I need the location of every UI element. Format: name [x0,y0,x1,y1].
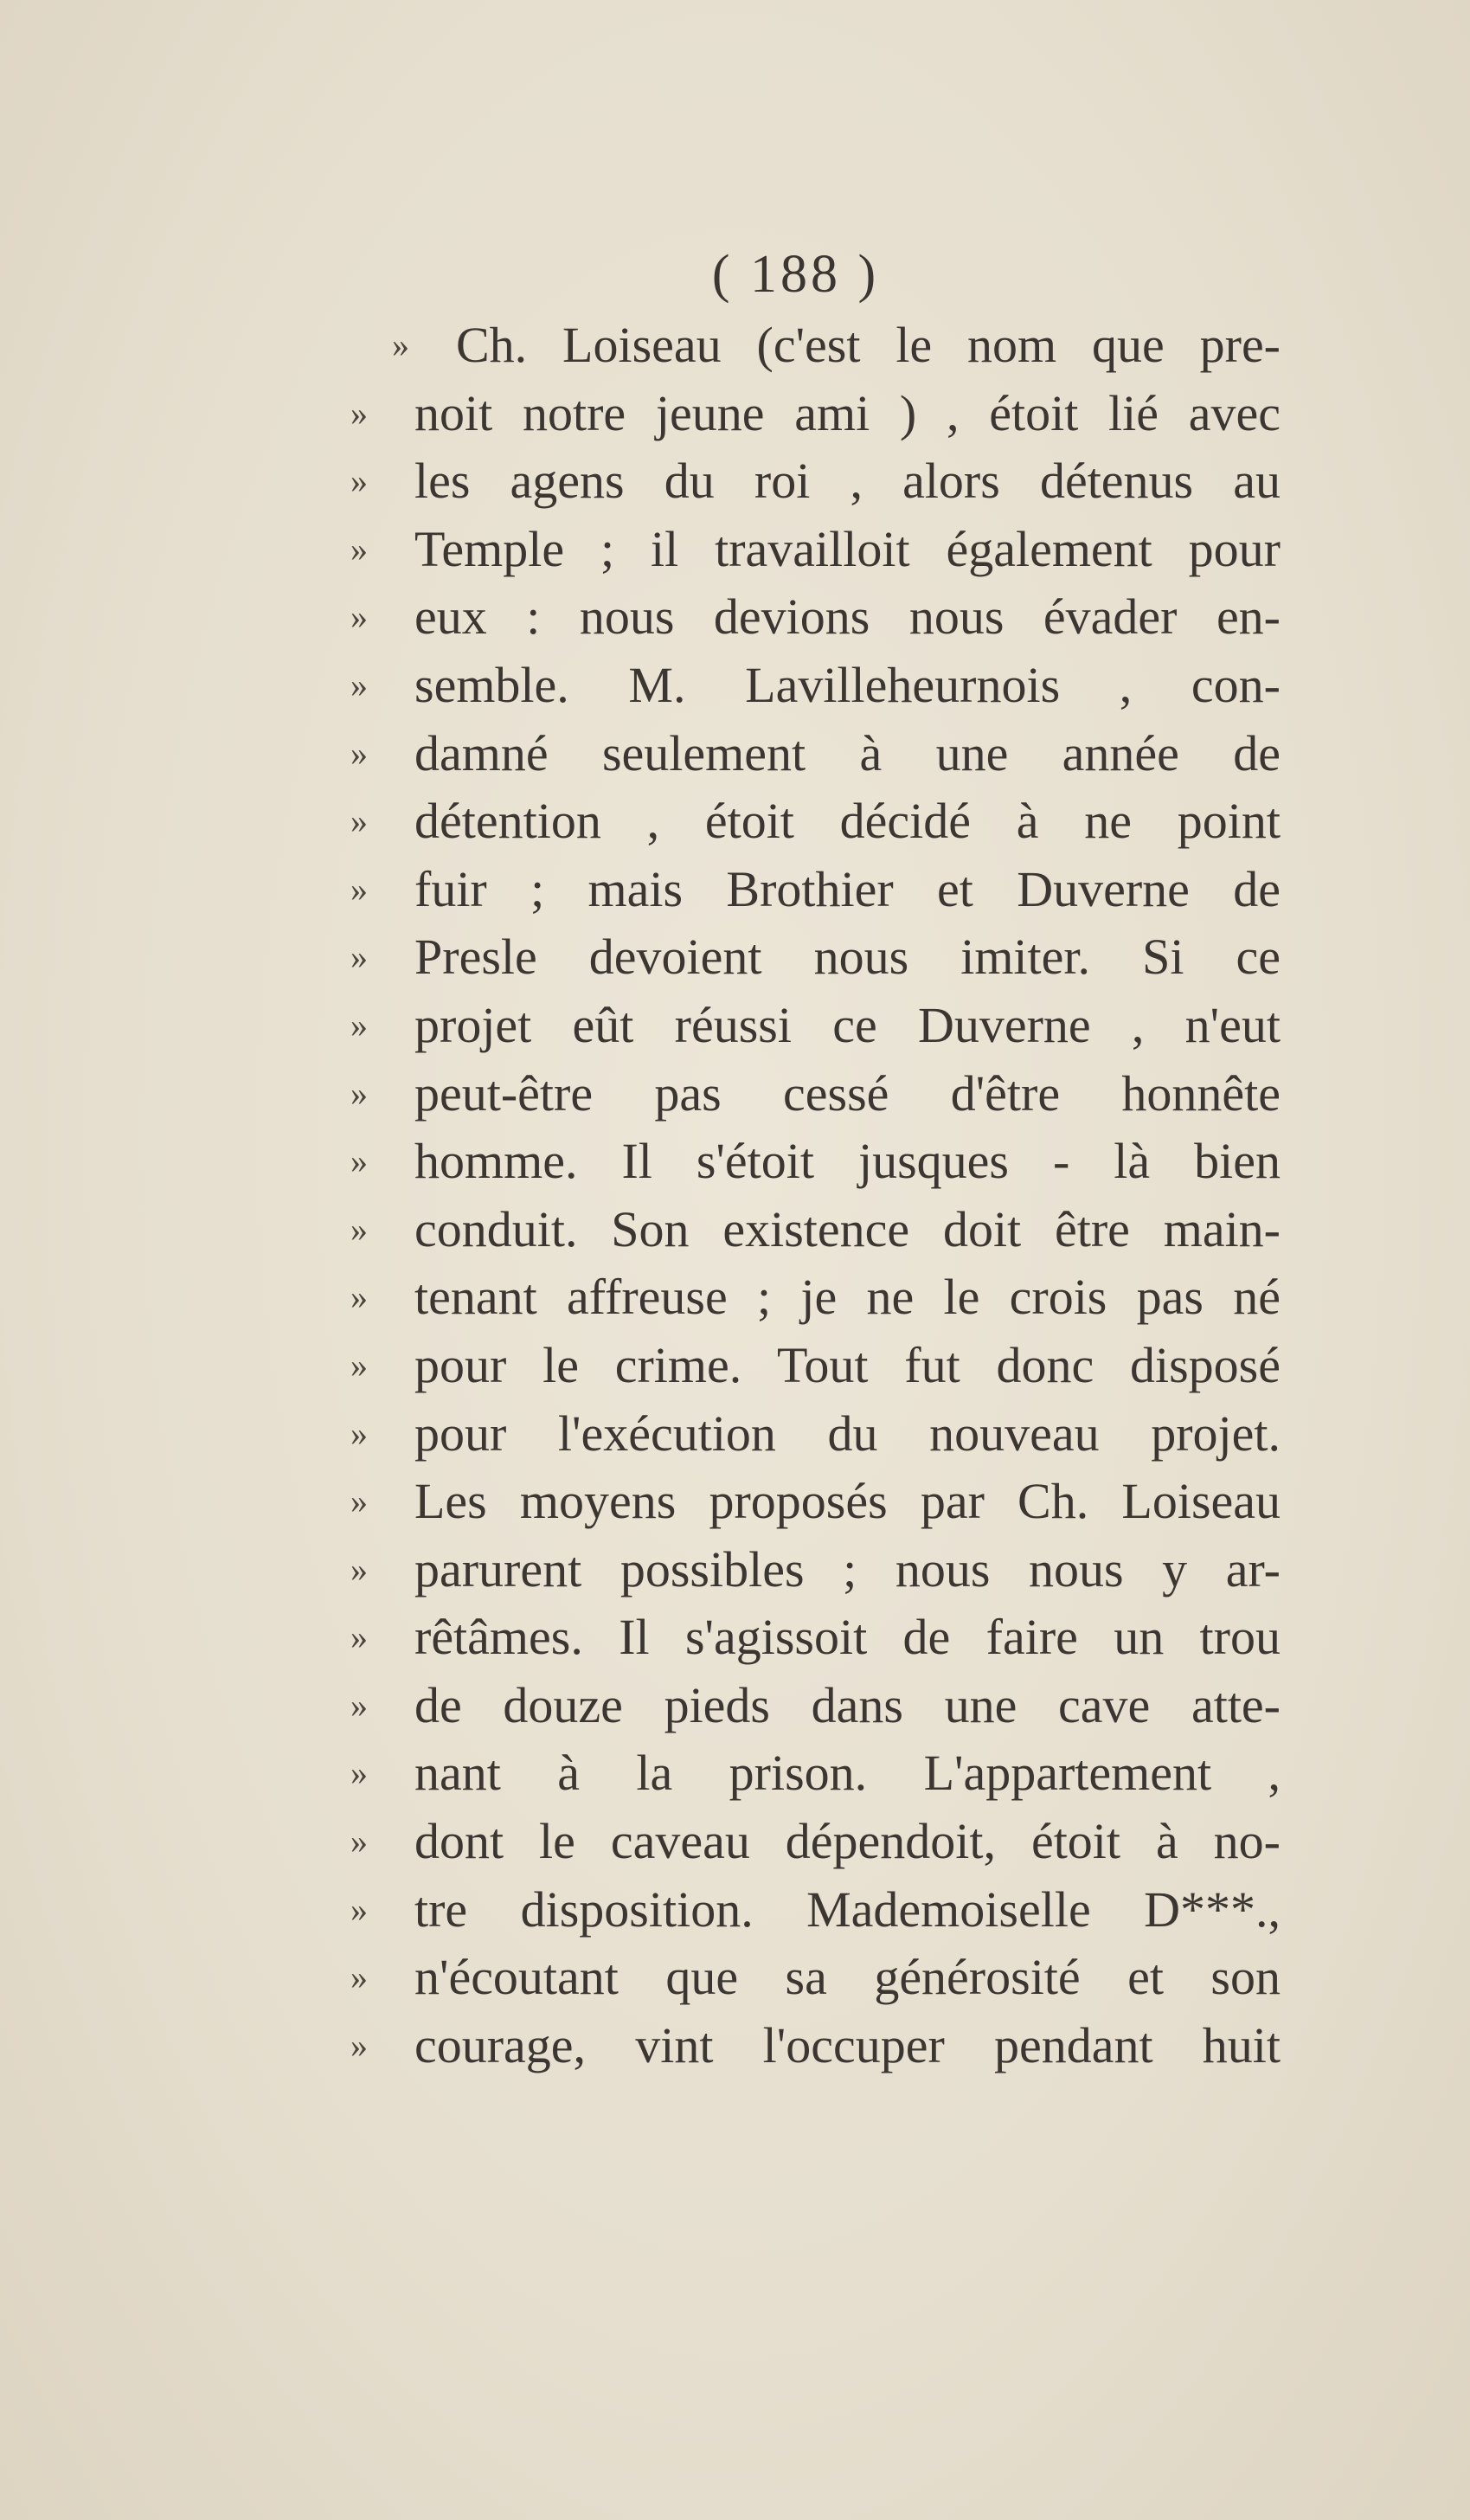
quote-mark: » [350,1277,368,1317]
line-text: les agens du roi , alors détenus au [414,453,1281,510]
text-line [350,1128,1281,1196]
quote-mark: » [350,393,368,433]
text-line [350,1672,1281,1740]
text-line [350,2012,1281,2080]
line-text: parurent possibles ; nous nous y ar- [414,1540,1281,1598]
text-line [350,652,1281,720]
quote-mark: » [350,1889,368,1929]
line-text: n'écoutant que sa générosité et son [414,1949,1281,2006]
quote-mark: » [350,1413,368,1453]
text-line [350,380,1281,448]
text-line [350,1876,1281,1945]
line-text: pour le crime. Tout fut donc disposé [414,1336,1281,1393]
text-line [350,1196,1281,1264]
line-text: damné seulement à une année de [414,724,1281,781]
quote-mark: » [350,1073,368,1113]
quote-mark: » [350,1141,368,1181]
line-text: conduit. Son existence doit être main- [414,1200,1281,1257]
text-line [350,312,1281,380]
quote-mark: » [350,801,368,841]
line-text: eux : nous devions nous évader en- [414,588,1281,646]
line-text: détention , étoit décidé à ne point [414,793,1281,850]
page-number: ( 188 ) [711,245,880,304]
text-line [350,1604,1281,1672]
line-text: Presle devoient nous imiter. Si ce [414,929,1281,986]
quote-mark: » [350,461,368,501]
line-text: noit notre jeune ami ) , étoit lié avec [414,384,1281,441]
text-line [350,856,1281,924]
text-line [350,788,1281,856]
line-text: projet eût réussi ce Duverne , n'eut [414,996,1281,1053]
line-text: homme. Il s'étoit jusques - là bien [414,1133,1281,1190]
text-line [350,1468,1281,1536]
quote-mark: » [350,1209,368,1249]
text-line [350,1739,1281,1808]
body-text [350,312,1281,2080]
quote-mark: » [350,1482,368,1521]
text-line [350,516,1281,584]
quote-mark: » [350,937,368,977]
line-text: Ch. Loiseau (c'est le nom que pre- [456,317,1281,373]
quote-mark: » [350,665,368,704]
quote-mark: » [350,1005,368,1045]
line-text: pour l'exécution du nouveau projet. [414,1405,1281,1462]
text-line [350,1060,1281,1128]
line-text: nant à la prison. L'appartement , [414,1745,1281,1802]
line-text: tenant affreuse ; je ne le crois pas né [414,1269,1281,1326]
quote-mark: » [350,529,368,569]
quote-mark: » [350,2025,368,2065]
text-line [350,1536,1281,1604]
line-text: courage, vint l'occuper pendant huit [414,2016,1281,2073]
quote-mark: » [350,1549,368,1589]
line-text: fuir ; mais Brothier et Duverne de [414,860,1281,917]
text-line [350,1944,1281,2012]
line-text: peut-être pas cessé d'être honnête [414,1064,1281,1122]
quote-mark: » [350,1958,368,1997]
quote-mark: » [350,1345,368,1385]
line-text: de douze pieds dans une cave atte- [414,1676,1281,1733]
text-line [350,992,1281,1060]
quote-mark: » [350,597,368,637]
quote-mark: » [392,325,409,364]
text-line [350,583,1281,652]
text-line [350,447,1281,516]
line-text: Les moyens proposés par Ch. Loiseau [414,1473,1281,1530]
text-line [350,1808,1281,1876]
line-text: tre disposition. Mademoiselle D***., [414,1880,1281,1938]
text-line [350,1400,1281,1469]
quote-mark: » [350,1685,368,1725]
quote-mark: » [350,733,368,773]
line-text: dont le caveau dépendoit, étoit à no- [414,1813,1281,1870]
quote-mark: » [350,869,368,909]
text-line [350,1332,1281,1400]
text-line [350,923,1281,992]
line-text: semble. M. Lavilleheurnois , con- [414,656,1281,713]
quote-mark: » [350,1617,368,1657]
line-text: Temple ; il travailloit également pour [414,520,1281,577]
quote-mark: » [350,1753,368,1793]
text-line [350,1263,1281,1332]
quote-mark: » [350,1822,368,1861]
text-line [350,720,1281,788]
line-text: rêtâmes. Il s'agissoit de faire un trou [414,1609,1281,1666]
